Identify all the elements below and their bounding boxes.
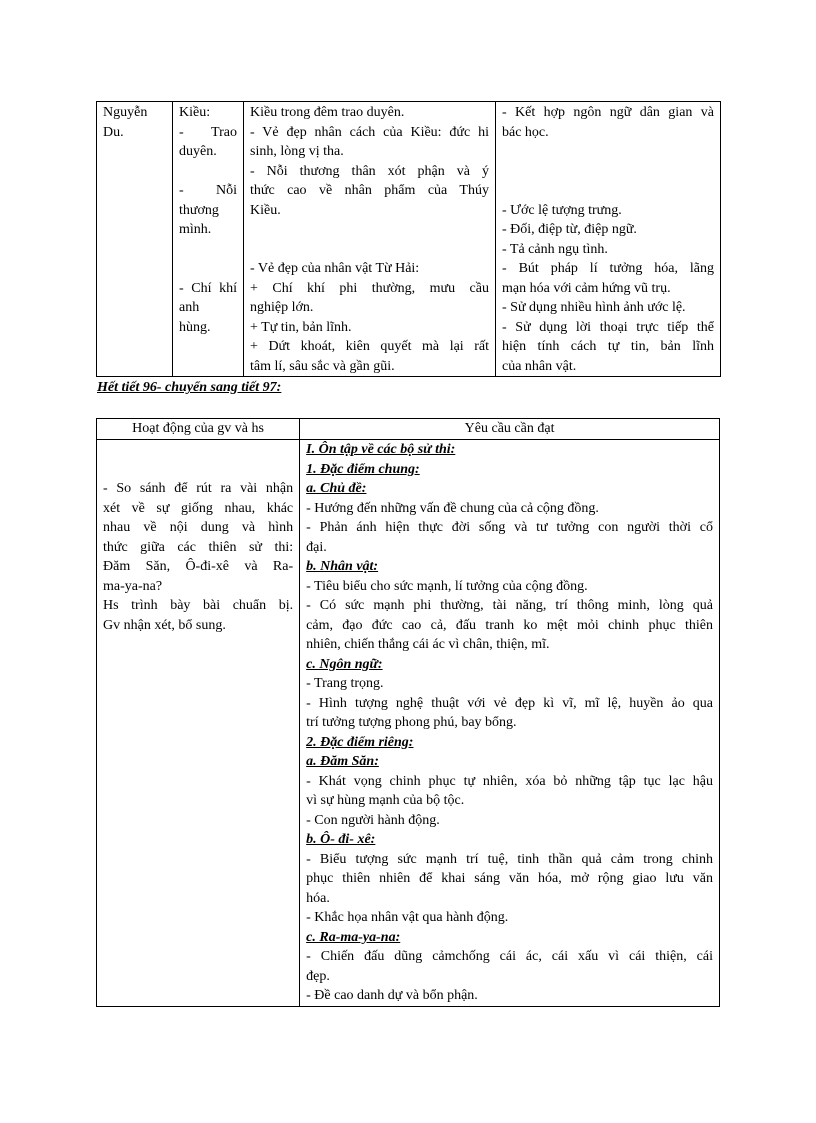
text-line: - Chí khí	[179, 280, 237, 296]
text-line	[250, 240, 489, 260]
text-line: Gv nhận xét, bổ sung.	[103, 617, 226, 633]
text-line: + Dứt khoát, kiên quyết mà lại rất	[250, 339, 489, 354]
text-line: anh	[179, 300, 200, 315]
section-title: a. Đăm Săn:	[306, 754, 379, 769]
text-line: - Đối, điệp từ, điệp ngữ.	[502, 222, 637, 237]
table-row	[97, 102, 721, 377]
section-title: a. Chủ đề:	[306, 481, 367, 496]
section-title: I. Ôn tập về các bộ sử thi:	[306, 442, 456, 457]
text-line: - Nỗi	[179, 183, 237, 198]
section-heading: Hết tiết 96- chuyển sang tiết 97:	[97, 380, 282, 395]
text-line	[502, 162, 714, 182]
text-line: trí tưởng tượng phong phú, bay bổng.	[306, 715, 517, 730]
text-line: - So sánh để rút ra vài nhận	[103, 481, 294, 496]
text-line: mình.	[179, 222, 212, 237]
text-line: hùng.	[179, 319, 211, 335]
text-line: - Tả cảnh ngụ tình.	[502, 241, 608, 257]
section-title: b. Nhân vật:	[306, 559, 379, 574]
text-line: - Tiêu biểu cho sức mạnh, lí tưởng của cộng đồng.	[306, 578, 588, 594]
text-line: đại.	[306, 539, 327, 555]
text-line: thương	[179, 202, 219, 218]
text-line: Nguyễn	[103, 105, 148, 120]
text-line: - Có sức mạnh phi thường, tài năng, trí thông minh, lòng quả	[306, 598, 713, 613]
text-line: phục thiên nhiên để khai sáng văn hóa, mở rộng giao lưu văn	[306, 871, 713, 886]
text-line: vì sự hùng mạnh của bộ tộc.	[306, 793, 465, 808]
text-line: - Trao	[179, 124, 237, 140]
text-line: - Hình tượng nghệ thuật với vẻ đẹp kì vĩ, mĩ lệ, huyền ảo qua	[306, 695, 713, 711]
text-line: sinh, lòng vị tha.	[250, 144, 344, 159]
text-line	[179, 259, 237, 279]
text-line: ma-ya-na?	[103, 578, 163, 594]
text-line: nghiệp lớn.	[250, 300, 314, 315]
text-line: Du.	[103, 124, 124, 140]
text-line	[179, 162, 237, 182]
text-line: - Sử dụng nhiều hình ảnh ước lệ.	[502, 300, 686, 315]
section-title: c. Ra-ma-ya-na:	[306, 929, 401, 945]
text-line: xét về sự giống nhau, khác	[103, 500, 294, 516]
text-line: hóa.	[306, 890, 330, 906]
text-line: cảm, đạo đức cao cả, đấu tranh ko mệt mỏi chinh phục thiên	[306, 617, 713, 633]
text-line: - Đề cao danh dự và bổn phận.	[306, 988, 478, 1003]
lesson-table	[96, 418, 720, 1007]
text-line: bác học.	[502, 124, 549, 140]
text-line: - Bút pháp lí tưởng hóa, lãng	[502, 261, 714, 276]
text-line	[250, 220, 489, 240]
text-line: nhiên, chiến thắng cái ác vì chân, thiện, mĩ.	[306, 637, 550, 652]
table-row	[97, 440, 720, 1007]
text-line: + Chí khí phi thường, mưu cầu	[250, 280, 489, 296]
text-line: Kiều.	[250, 202, 281, 218]
section-title: c. Ngôn ngữ:	[306, 656, 383, 672]
text-line: - Chiến đấu dũng cảmchống cái ác, cái xấu vì cái thiện, cái	[306, 949, 713, 964]
text-line: đẹp.	[306, 968, 330, 984]
text-line: + Tự tin, bản lĩnh.	[250, 319, 352, 335]
text-line: thức giữa các thiên sử thi:	[103, 539, 294, 555]
text-line	[179, 240, 237, 260]
text-line: của nhân vật.	[502, 358, 577, 374]
text-line: - Sử dụng lời thoại trực tiếp thể	[502, 319, 714, 335]
text-line: - Ước lệ tượng trưng.	[502, 202, 622, 218]
text-line: Đăm Săn, Ô-đi-xê và Ra-	[103, 559, 294, 574]
text-line: Kiều:	[179, 105, 211, 120]
text-line	[502, 181, 714, 201]
text-line	[502, 142, 714, 162]
requirement-header: Yêu cầu cần đạt	[300, 419, 720, 440]
text-line: - Khắc họa nhân vật qua hành động.	[306, 910, 509, 925]
text-line: - Hướng đến những vấn đề chung của cả cộng đồng.	[306, 500, 599, 516]
table-header-row	[97, 419, 720, 440]
section-title: 2. Đặc điểm riêng:	[306, 734, 414, 750]
text-line: - Biểu tượng sức mạnh trí tuệ, tinh thần quả cảm trong chinh	[306, 851, 713, 867]
text-line: - Trang trọng.	[306, 676, 384, 691]
text-line: hiện tính cách tự tin, bản lĩnh	[502, 339, 714, 354]
text-line: - Vẻ đẹp nhân cách của Kiều: đức hi	[250, 124, 489, 140]
text-line: Kiều trong đêm trao duyên.	[250, 105, 405, 120]
text-line: - Nỗi thương thân xót phận và ý	[250, 163, 489, 179]
text-line: thức cao về nhân phẩm của Thúy	[250, 183, 489, 198]
section-title: 1. Đặc điểm chung:	[306, 461, 420, 477]
excerpt-cell	[173, 102, 244, 377]
text-line: - Con người hành động.	[306, 812, 440, 828]
text-line: mạn hóa với cảm hứng vũ trụ.	[502, 280, 671, 296]
text-line: - Vẻ đẹp của nhân vật Từ Hải:	[250, 261, 420, 276]
text-line: - Kết hợp ngôn ngữ dân gian và	[502, 105, 714, 120]
text-line: nhau về nội dung và hình	[103, 520, 294, 535]
text-line: Hs trình bày bài chuẩn bị.	[103, 598, 294, 613]
activity-cell	[97, 440, 300, 1007]
text-line: tâm lí, sâu sắc và gần gũi.	[250, 358, 395, 374]
author-cell	[97, 102, 173, 377]
text-line: duyên.	[179, 144, 217, 159]
text-line: - Khát vọng chinh phục tự nhiên, xóa bỏ những tập tục lạc hậu	[306, 773, 713, 789]
section-title: b. Ô- đi- xê:	[306, 832, 376, 847]
text-line: - Phản ánh hiện thực đời sống và tư tưởng con người thời cổ	[306, 520, 713, 535]
activity-header: Hoạt động của gv và hs	[97, 419, 300, 440]
comparison-table	[96, 101, 721, 377]
art-cell	[496, 102, 721, 377]
content-cell	[244, 102, 496, 377]
requirement-cell	[300, 440, 720, 1007]
